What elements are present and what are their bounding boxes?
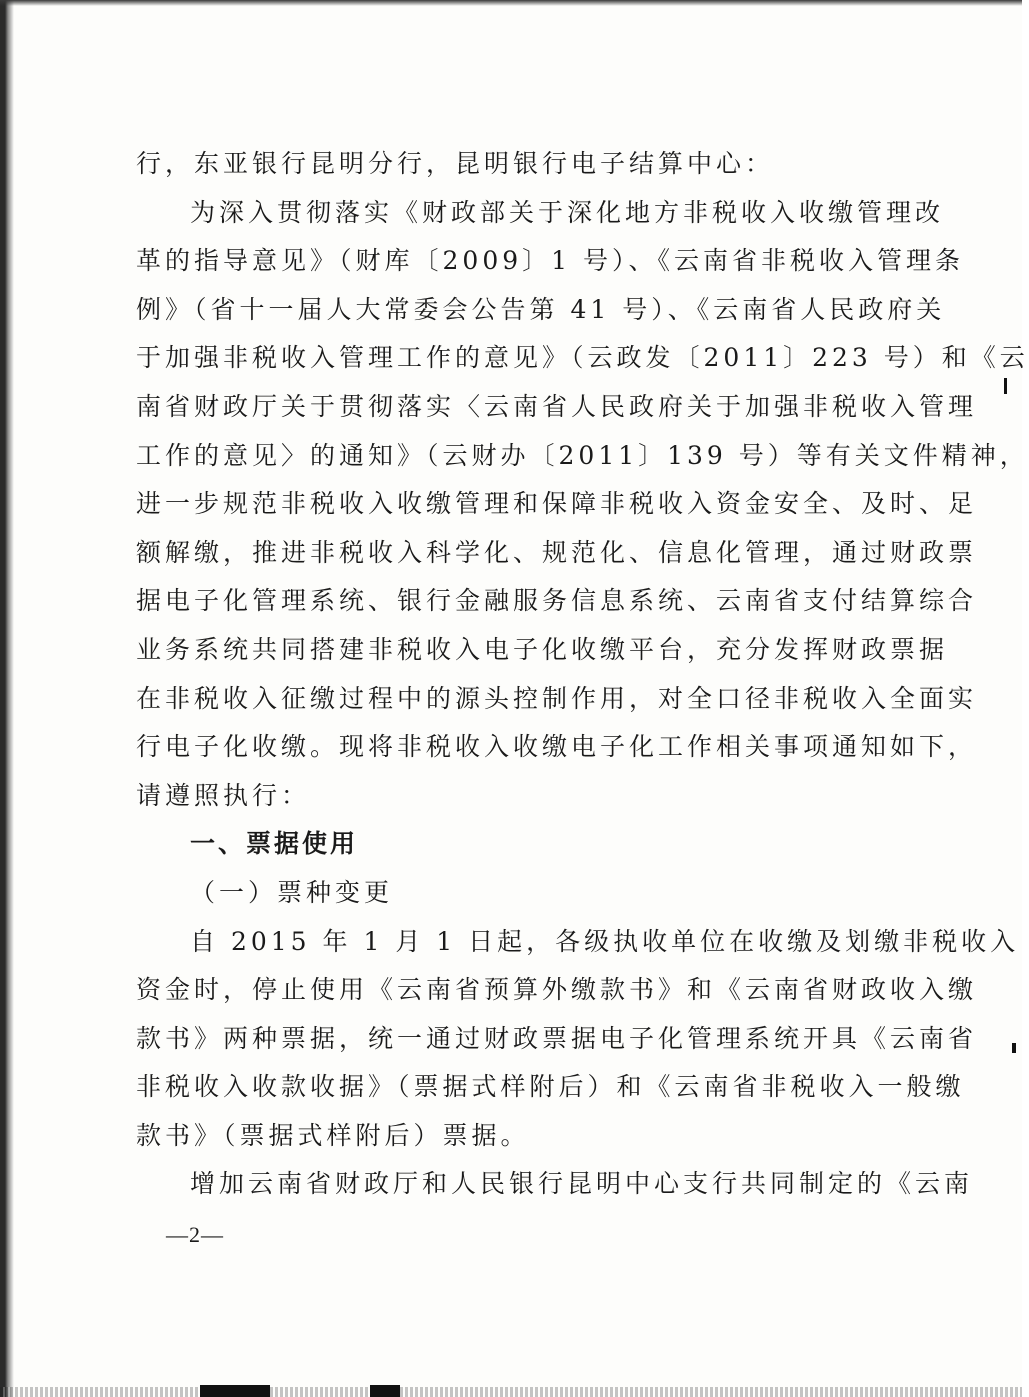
text-line: 进一步规范非税收入收缴管理和保障非税收入资金安全、及时、足 bbox=[136, 489, 978, 519]
text-line: 资金时，停止使用《云南省预算外缴款书》和《云南省财政收入缴 bbox=[136, 975, 978, 1005]
paragraph-first-line: 自 2015 年 1 月 1 日起，各级执收单位在收缴及划缴非税收入 bbox=[190, 926, 1020, 956]
scan-artifact bbox=[1004, 378, 1007, 394]
text-line: 于加强非税收入管理工作的意见》（云政发〔2011〕223 号）和《云 bbox=[136, 343, 1029, 373]
text-line: 行，东亚银行昆明分行，昆明银行电子结算中心： bbox=[136, 149, 775, 178]
paragraph-first-line: 增加云南省财政厅和人民银行昆明中心支行共同制定的《云南 bbox=[190, 1169, 974, 1199]
paragraph-first-line: 为深入贯彻落实《财政部关于深化地方非税收入收缴管理改 bbox=[190, 197, 945, 227]
text-line: 据电子化管理系统、银行金融服务信息系统、云南省支付结算综合 bbox=[136, 586, 978, 616]
text-line: 革的指导意见》（财库〔2009〕1 号）、《云南省非税收入管理条 bbox=[136, 246, 964, 276]
text-line: 额解缴，推进非税收入科学化、规范化、信息化管理，通过财政票 bbox=[136, 537, 978, 567]
text-line: 款书》（票据式样附后）票据。 bbox=[136, 1120, 530, 1150]
page-number: —2— bbox=[166, 1222, 224, 1247]
text-line: 在非税收入征缴过程中的源头控制作用，对全口径非税收入全面实 bbox=[136, 683, 978, 713]
text-line: 非税收入收款收据》（票据式样附后）和《云南省非税收入一般缴 bbox=[136, 1072, 965, 1102]
scan-edge-top bbox=[0, 0, 1022, 6]
text-line: 业务系统共同搭建非税收入电子化收缴平台，充分发挥财政票据 bbox=[136, 634, 949, 664]
text-line: 南省财政厅关于贯彻落实〈云南省人民政府关于加强非税收入管理 bbox=[136, 391, 978, 421]
section-heading: 一、票据使用 bbox=[190, 829, 359, 859]
scan-edge-bottom bbox=[0, 1387, 1022, 1397]
scan-artifact bbox=[370, 1385, 400, 1397]
scan-artifact bbox=[1012, 1043, 1016, 1053]
text-line: 例》（省十一届人大常委会公告第 41 号）、《云南省人民政府关 bbox=[136, 294, 946, 324]
text-line: 款书》两种票据，统一通过财政票据电子化管理系统开具《云南省 bbox=[136, 1023, 978, 1053]
text-line: 行电子化收缴。现将非税收入收缴电子化工作相关事项通知如下， bbox=[136, 732, 978, 762]
subsection-heading: （一）票种变更 bbox=[190, 877, 394, 907]
document-body bbox=[136, 140, 1029, 1209]
text-line: 请遵照执行： bbox=[136, 780, 311, 810]
scan-artifact bbox=[200, 1385, 270, 1397]
text-line: 工作的意见〉的通知》（云财办〔2011〕139 号）等有关文件精神， bbox=[136, 440, 1029, 470]
scan-edge-left bbox=[0, 0, 14, 1397]
